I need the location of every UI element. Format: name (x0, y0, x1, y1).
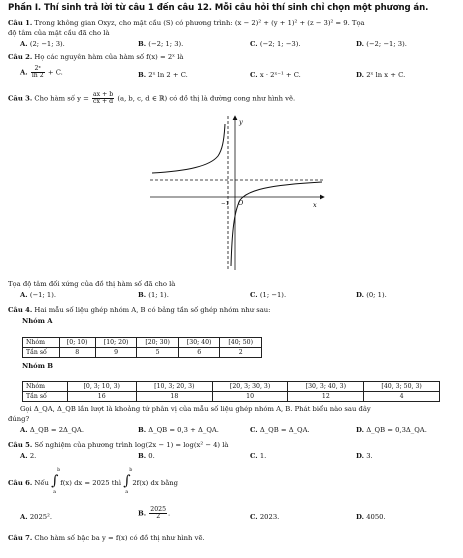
section-title: Phần I. Thí sinh trả lời từ câu 1 đến câu 12. Mỗi câu hỏi thí sinh chỉ chọn một phương án. (8, 3, 429, 13)
table-cell: 4 (364, 392, 440, 402)
integral-lower-bound: a (125, 490, 129, 495)
table-cell: 6 (178, 348, 220, 358)
function-fraction (92, 92, 114, 105)
question-4-statement-cont: đúng? (8, 415, 30, 423)
option-text: (−2; −1; 3). (366, 40, 407, 48)
option-text: 2023. (259, 513, 280, 521)
option-letter: B. (138, 426, 147, 434)
hyperbola-graph (148, 112, 328, 272)
q3-option-a[interactable] (20, 292, 56, 299)
question-6-integrand: f(x) dx = 2025 thì (60, 479, 122, 487)
x-axis-label: x (313, 201, 317, 209)
q6-option-c[interactable] (250, 514, 279, 521)
option-text: (1; 1). (148, 291, 169, 299)
table-cell: [30; 40) (178, 338, 220, 348)
q2-option-a[interactable] (20, 66, 63, 79)
table-row (23, 392, 440, 402)
table-cell: [0; 10) (59, 338, 95, 348)
integral-symbol (51, 468, 61, 495)
option-text: 4050. (366, 513, 386, 521)
integral-sign: ∫ (123, 473, 131, 489)
option-letter: C. (250, 71, 258, 79)
q1-option-d[interactable] (356, 41, 407, 48)
option-text: Δ_QB = 0,3 + Δ_QA. (148, 426, 219, 434)
q2-option-c[interactable] (250, 72, 301, 79)
q6-option-d[interactable] (356, 514, 386, 521)
option-text: Δ_QB = 0,3Δ_QA. (366, 426, 427, 434)
option-letter: D. (356, 291, 365, 299)
question-2-text: Họ các nguyên hàm của hàm số f(x) = 2ˣ là (34, 53, 184, 61)
table-cell: Nhóm (23, 338, 60, 348)
table-cell: [20; 30) (137, 338, 179, 348)
option-letter: D. (356, 452, 365, 460)
option-letter: A. (20, 513, 28, 521)
option-text: 1. (259, 452, 267, 460)
q6-option-b[interactable] (138, 507, 170, 520)
table-cell: [40; 50) (220, 338, 262, 348)
integral-lower-bound: a (53, 490, 56, 495)
question-4-label: Câu 4. (8, 306, 33, 314)
q1-option-a[interactable] (20, 41, 65, 48)
minus-one-label: −1 (221, 201, 230, 207)
integral-sign: ∫ (51, 473, 59, 489)
y-axis-label: y (239, 118, 243, 126)
question-1-text-cont: độ tâm của mặt cầu đã cho là (8, 29, 110, 37)
option-text: (1; −1). (259, 291, 287, 299)
question-2 (8, 54, 183, 61)
option-text: . (168, 509, 171, 518)
table-row (23, 382, 440, 392)
table-cell: [30, 3; 40, 3) (288, 382, 364, 392)
group-b-table (22, 381, 440, 402)
option-text: 2ˣ ln x + C. (366, 71, 406, 79)
table-cell: [10, 3; 20, 3) (136, 382, 212, 392)
option-text: 3. (366, 452, 373, 460)
integral-upper-bound: b (57, 468, 61, 473)
question-5-text: Số nghiệm của phương trình log(2x − 1) = log(x² − 4) là (34, 441, 229, 449)
option-letter: A. (20, 40, 28, 48)
question-4-statement: Gọi Δ_QA, Δ_QB lần lượt là khoảng tứ phân vị của mẫu số liệu ghép nhóm A, B. Phát biểu nào sau đây (20, 405, 371, 413)
q6-option-a[interactable] (20, 514, 52, 521)
question-1-label: Câu 1. (8, 19, 33, 27)
option-text: 0. (148, 452, 155, 460)
q4-option-b[interactable] (138, 427, 219, 434)
table-cell: 8 (59, 348, 95, 358)
question-6-label: Câu 6. (8, 479, 33, 487)
fraction-numerator: 2025 (150, 506, 167, 513)
q4-option-c[interactable] (250, 427, 310, 434)
option-letter: A. (20, 291, 28, 299)
option-letter: A. (20, 68, 28, 77)
question-5 (8, 442, 228, 449)
table-cell: 9 (95, 348, 137, 358)
option-text: (−1; 1). (29, 291, 57, 299)
question-1-text: Trong không gian Oxyz, cho mặt cầu (S) có phương trình: (x − 2)² + (y + 1)² + (z − 3)² = 9. Tọa (34, 19, 365, 27)
q2-option-b[interactable] (138, 72, 188, 79)
table-cell: [0, 3; 10, 3) (67, 382, 136, 392)
curve-left-branch (152, 124, 225, 173)
integral-symbol (123, 468, 133, 495)
group-b-title: Nhóm B (22, 362, 53, 370)
option-letter: C. (250, 40, 258, 48)
option-letter: B. (138, 291, 147, 299)
option-letter: C. (250, 513, 258, 521)
q4-option-d[interactable] (356, 427, 427, 434)
option-letter: D. (356, 71, 365, 79)
question-3-label: Câu 3. (8, 94, 33, 103)
q4-option-a[interactable] (20, 427, 84, 434)
option-text: 2. (29, 452, 37, 460)
question-6-integrand-2: 2f(x) dx bằng (132, 479, 178, 487)
integral-upper-bound: b (129, 468, 133, 473)
q3-option-d[interactable] (356, 292, 387, 299)
option-letter: C. (250, 426, 258, 434)
table-cell: Tần số (23, 348, 60, 358)
option-letter: C. (250, 291, 258, 299)
fraction-denominator: 2 (156, 513, 161, 521)
question-3-prompt: Tọa độ tâm đối xứng của đồ thị hàm số đã cho là (8, 280, 176, 288)
q5-option-c[interactable] (250, 453, 266, 460)
option-text: (−2; 1; −3). (259, 40, 301, 48)
fraction-numerator: ax + b (92, 91, 114, 98)
q5-option-d[interactable] (356, 453, 373, 460)
fraction-numerator: 2ˣ (31, 66, 45, 73)
option-letter: C. (250, 452, 258, 460)
question-3-text-post: (a, b, c, d ∈ ℝ) có đồ thị là đường cong như hình vẽ. (117, 94, 296, 103)
question-4 (8, 307, 270, 314)
q5-option-a[interactable] (20, 453, 36, 460)
group-a-title: Nhóm A (22, 317, 53, 325)
origin-label: O (238, 199, 244, 207)
table-cell: Nhóm (23, 382, 68, 392)
q1-option-b[interactable] (138, 41, 183, 48)
option-letter: A. (20, 426, 28, 434)
table-cell: [10; 20) (95, 338, 137, 348)
option-letter: D. (356, 426, 365, 434)
question-7 (8, 535, 205, 542)
fraction-denominator: ln 2 (31, 72, 44, 80)
option-letter: B. (138, 509, 147, 518)
option-fraction (149, 507, 167, 520)
question-7-text: Cho hàm số bậc ba y = f(x) có đồ thị như hình vẽ. (34, 534, 205, 542)
table-cell: 5 (137, 348, 179, 358)
table-cell: [20, 3; 30, 3) (212, 382, 288, 392)
option-text: 2025². (29, 513, 52, 521)
option-text: (2; −1; 3). (29, 40, 65, 48)
question-6 (8, 468, 178, 495)
option-letter: B. (138, 40, 147, 48)
question-3 (8, 92, 295, 105)
table-cell: 10 (212, 392, 288, 402)
q3-option-b[interactable] (138, 292, 169, 299)
question-1 (8, 20, 365, 27)
q5-option-b[interactable] (138, 453, 155, 460)
q3-option-c[interactable] (250, 292, 286, 299)
q2-option-d[interactable] (356, 72, 405, 79)
fraction-denominator: cx + d (93, 98, 114, 106)
option-text: (−2; 1; 3). (148, 40, 184, 48)
question-5-label: Câu 5. (8, 441, 33, 449)
option-text: (0; 1). (366, 291, 387, 299)
table-cell: 18 (136, 392, 212, 402)
question-7-label: Câu 7. (8, 534, 33, 542)
option-letter: A. (20, 452, 28, 460)
option-letter: B. (138, 452, 147, 460)
table-cell: 16 (67, 392, 136, 402)
option-text: x · 2ˣ⁻¹ + C. (259, 71, 301, 79)
question-6-text: Nếu (34, 479, 49, 487)
table-row (23, 348, 262, 358)
table-cell: [40, 3; 50, 3) (364, 382, 440, 392)
option-text: + C. (47, 68, 63, 77)
option-fraction (31, 66, 45, 79)
option-text: Δ_QB = 2Δ_QA. (29, 426, 84, 434)
option-letter: D. (356, 513, 365, 521)
table-cell: 12 (288, 392, 364, 402)
table-row (23, 338, 262, 348)
group-a-table (22, 337, 262, 358)
question-3-text: Cho hàm số y = (34, 94, 89, 103)
option-letter: D. (356, 40, 365, 48)
table-cell: 2 (220, 348, 262, 358)
curve-right-branch (231, 182, 322, 266)
q1-option-c[interactable] (250, 41, 301, 48)
question-4-text: Hai mẫu số liệu ghép nhóm A, B có bảng tần số ghép nhóm như sau: (34, 306, 271, 314)
question-2-label: Câu 2. (8, 53, 33, 61)
option-text: 2ˣ ln 2 + C. (148, 71, 188, 79)
option-letter: B. (138, 71, 147, 79)
option-text: Δ_QB = Δ_QA. (259, 426, 310, 434)
table-cell: Tần số (23, 392, 68, 402)
